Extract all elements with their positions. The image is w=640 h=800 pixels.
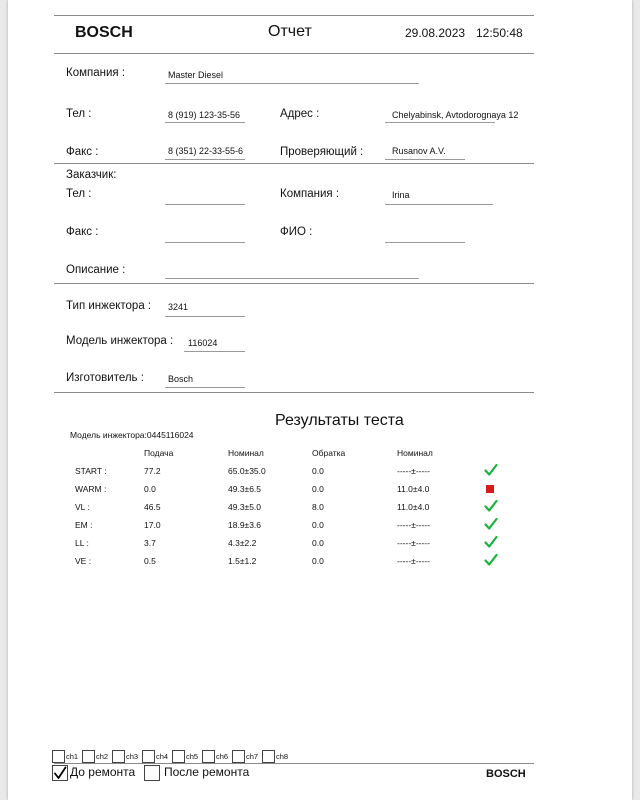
customer-company-label: Компания : — [280, 188, 340, 200]
col-header-return-nominal: Номинал — [397, 448, 433, 458]
channel-checkbox[interactable] — [262, 750, 275, 763]
pass-check-icon — [484, 463, 498, 477]
injector-type-underline — [165, 316, 245, 317]
row-feed: 0.0 — [144, 484, 156, 494]
row-feed: 17.0 — [144, 520, 161, 530]
customer-fax-underline — [165, 242, 245, 243]
row-name: VE : — [75, 556, 92, 566]
bosch-logo: BOSCH — [75, 24, 133, 41]
checkmark-icon — [53, 766, 67, 780]
channel-label: ch6 — [216, 752, 229, 761]
row-return: 0.0 — [312, 484, 324, 494]
inspector-underline — [385, 159, 465, 160]
customer-name-underline — [385, 242, 465, 243]
channel-label: ch8 — [276, 752, 289, 761]
row-nominal: 4.3±2.2 — [228, 538, 257, 548]
pass-check-icon — [484, 517, 498, 531]
address-label: Адрес : — [280, 108, 320, 120]
row-feed: 46.5 — [144, 502, 161, 512]
row-nominal: 49.3±5.0 — [228, 502, 262, 512]
channel-label: ch2 — [96, 752, 109, 761]
address-value: Chelyabinsk, Avtodorognaya 12 — [392, 110, 519, 120]
row-return-nominal: 11.0±4.0 — [397, 502, 430, 512]
row-return-nominal: -----±----- — [397, 538, 430, 548]
row-nominal: 49.3±6.5 — [228, 484, 262, 494]
address-underline — [385, 122, 495, 123]
channel-checkbox[interactable] — [52, 750, 65, 763]
company-label: Компания : — [66, 67, 126, 79]
report-time: 12:50:48 — [476, 26, 523, 40]
row-return-nominal: 11.0±4.0 — [397, 484, 430, 494]
channel-label: ch3 — [126, 752, 139, 761]
fax-value: 8 (351) 22-33-55-6 — [168, 146, 244, 156]
customer-company-underline — [385, 204, 493, 205]
report-sheet — [8, 0, 632, 800]
after-repair-checkbox[interactable] — [144, 765, 160, 781]
channel-checkbox[interactable] — [202, 750, 215, 763]
before-repair-checkbox[interactable] — [52, 765, 68, 781]
channel-label: ch7 — [246, 752, 259, 761]
company-section-rule — [54, 163, 534, 164]
company-underline — [165, 83, 419, 84]
channel-label: ch4 — [156, 752, 169, 761]
pass-check-icon — [484, 499, 498, 513]
phone-value: 8 (919) 123-35-56 — [168, 110, 241, 120]
row-name: EM : — [75, 520, 93, 530]
customer-phone-underline — [165, 204, 245, 205]
channel-checkbox[interactable] — [232, 750, 245, 763]
channel-checkbox[interactable] — [142, 750, 155, 763]
row-feed: 3.7 — [144, 538, 156, 548]
row-return: 0.0 — [312, 520, 324, 530]
phone-underline — [165, 122, 245, 123]
channel-checkbox[interactable] — [172, 750, 185, 763]
channel-label: ch5 — [186, 752, 199, 761]
pass-check-icon — [484, 535, 498, 549]
before-repair-label: До ремонта — [70, 765, 136, 779]
row-return: 0.0 — [312, 538, 324, 548]
customer-phone-label: Тел : — [66, 188, 92, 200]
injector-maker-underline — [165, 387, 245, 388]
report-date: 29.08.2023 — [405, 26, 466, 40]
injector-model-value: 116024 — [188, 338, 218, 348]
row-nominal: 65.0±35.0 — [228, 466, 266, 476]
customer-company-value: Irina — [392, 190, 410, 200]
col-header-nominal: Номинал — [228, 448, 264, 458]
report-title: Отчет — [268, 23, 312, 40]
customer-name-label: ФИО : — [280, 226, 313, 238]
description-label: Описание : — [66, 264, 126, 276]
row-name: LL : — [75, 538, 89, 548]
row-feed: 0.5 — [144, 556, 156, 566]
injector-type-value: 3241 — [168, 302, 189, 312]
fax-underline — [165, 159, 245, 160]
row-return-nominal: -----±----- — [397, 520, 430, 530]
footer-rule — [54, 763, 534, 764]
row-nominal: 18.9±3.6 — [228, 520, 262, 530]
customer-section-label: Заказчик: — [66, 169, 117, 181]
channel-label: ch1 — [66, 752, 79, 761]
injector-section-rule — [54, 392, 534, 393]
phone-label: Тел : — [66, 108, 92, 120]
row-return-nominal: -----±----- — [397, 466, 430, 476]
injector-type-label: Тип инжектора : — [66, 300, 152, 312]
col-header-return: Обратка — [312, 448, 346, 458]
results-title: Результаты теста — [275, 412, 404, 429]
row-return-nominal: -----±----- — [397, 556, 430, 566]
row-return: 0.0 — [312, 466, 324, 476]
row-feed: 77.2 — [144, 466, 161, 476]
inspector-value: Rusanov A.V. — [392, 146, 446, 156]
injector-model-label: Модель инжектора : — [66, 335, 174, 347]
results-model-line: Модель инжектора:0445116024 — [70, 430, 194, 440]
footer-bosch-logo: BOSCH — [486, 768, 526, 780]
header-bottom-rule — [54, 53, 534, 54]
customer-fax-label: Факс : — [66, 226, 99, 238]
injector-maker-label: Изготовитель : — [66, 372, 144, 384]
row-return: 8.0 — [312, 502, 324, 512]
after-repair-label: После ремонта — [164, 765, 250, 779]
row-return: 0.0 — [312, 556, 324, 566]
channel-checkbox[interactable] — [112, 750, 125, 763]
row-name: WARM : — [75, 484, 107, 494]
channel-checkbox[interactable] — [82, 750, 95, 763]
header-top-rule — [54, 15, 534, 16]
pass-check-icon — [484, 553, 498, 567]
injector-model-underline — [184, 351, 245, 352]
fax-label: Факс : — [66, 146, 99, 158]
injector-maker-value: Bosch — [168, 374, 194, 384]
row-name: VL : — [75, 502, 90, 512]
row-name: START : — [75, 466, 107, 476]
col-header-feed: Подача — [144, 448, 174, 458]
fail-square-icon — [486, 485, 494, 493]
customer-section-rule — [54, 283, 534, 284]
inspector-label: Проверяющий : — [280, 146, 364, 158]
description-underline — [165, 278, 419, 279]
row-nominal: 1.5±1.2 — [228, 556, 257, 566]
company-value: Master Diesel — [168, 70, 224, 80]
